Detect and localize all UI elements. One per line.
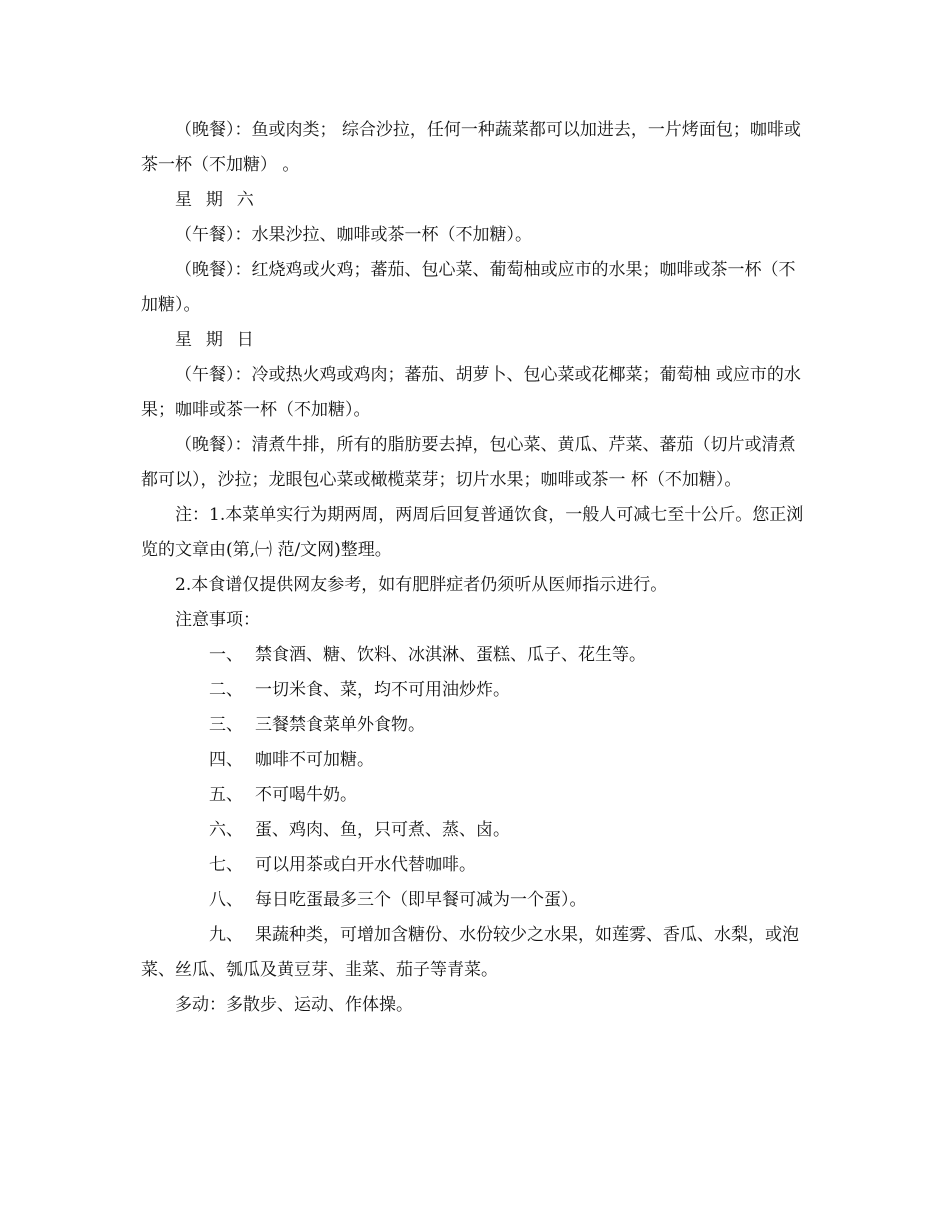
saturday-dinner-paragraph: （晚餐）：红烧鸡或火鸡；蕃茄、包心菜、葡萄柚或应市的水果；咖啡或茶一杯（不加糖）。 [141,260,796,315]
rule-number: 五、 [209,785,243,805]
sunday-heading: 星 期 日 [175,330,259,350]
rule-text: 可以用茶或白开水代替咖啡。 [255,855,476,875]
rule-number: 一、 [209,645,243,665]
saturday-heading: 星 期 六 [175,190,259,210]
rule-item [141,883,809,918]
rule-text: 禁食酒、糖、饮料、冰淇淋、蛋糕、瓜子、花生等。 [255,645,646,665]
rule-text: 蛋、鸡肉、鱼，只可煮、蒸、卤。 [255,820,510,840]
sunday-lunch-paragraph: （午餐）：冷或热火鸡或鸡肉；蕃茄、胡萝卜、包心菜或花椰菜；葡萄柚 或应市的水果；咖啡或茶一杯（不加糖）。 [141,365,801,420]
rule-number: 九、 [209,925,243,945]
rule-number: 六、 [209,820,243,840]
note-2-paragraph: 2.本食谱仅提供网友参考，如有肥胖症者仍须听从医师指示进行。 [175,575,668,595]
rule-number: 二、 [209,680,243,700]
note-1-paragraph: 注：1.本菜单实行为期两周，两周后回复普通饮食，一般人可减七至十公斤。您正浏览的文章由(第,㈠ 范/文网)整理。 [141,505,804,560]
rule-number: 八、 [209,890,243,910]
sunday-dinner-paragraph: （晚餐）：清煮牛排，所有的脂肪要去掉，包心菜、黄瓜、芹菜、蕃茄（切片或清煮都可以），沙拉；龙眼包心菜或橄榄菜芽；切片水果；咖啡或茶一 杯（不加糖）。 [141,435,796,490]
precautions-heading: 注意事项： [175,610,260,630]
rule-item [141,708,809,743]
rule-item [141,743,809,778]
rule-text: 不可喝牛奶。 [255,785,357,805]
rule-text: 一切米食、菜，均不可用油炒炸。 [255,680,510,700]
rule-text: 咖啡不可加糖。 [255,750,374,770]
rule-text: 三餐禁食菜单外食物。 [255,715,425,735]
rule-text: 每日吃蛋最多三个（即早餐可减为一个蛋）。 [255,890,587,910]
closing-paragraph: 多动：多散步、运动、作体操。 [175,995,413,1015]
rule-item [141,848,809,883]
rule-text: 果蔬种类，可增加含糖份、水份较少之水果，如莲雾、香瓜、水梨，或泡菜、丝瓜、瓠瓜及黄豆芽、韭菜、茄子等青菜。 [141,925,799,980]
saturday-lunch-paragraph: （午餐）：水果沙拉、咖啡或茶一杯（不加糖）。 [175,225,532,245]
rule-number: 三、 [209,715,243,735]
rule-item [141,813,809,848]
rule-item [141,638,809,673]
rule-item [141,918,809,988]
dinner-fish-paragraph: （晚餐）：鱼或肉类； 综合沙拉，任何一种蔬菜都可以加进去，一片烤面包；咖啡或茶一杯（不加糖） 。 [141,120,801,175]
rule-item [141,673,809,708]
document-body [141,113,809,1023]
rule-number: 四、 [209,750,243,770]
rule-item [141,778,809,813]
rule-number: 七、 [209,855,243,875]
